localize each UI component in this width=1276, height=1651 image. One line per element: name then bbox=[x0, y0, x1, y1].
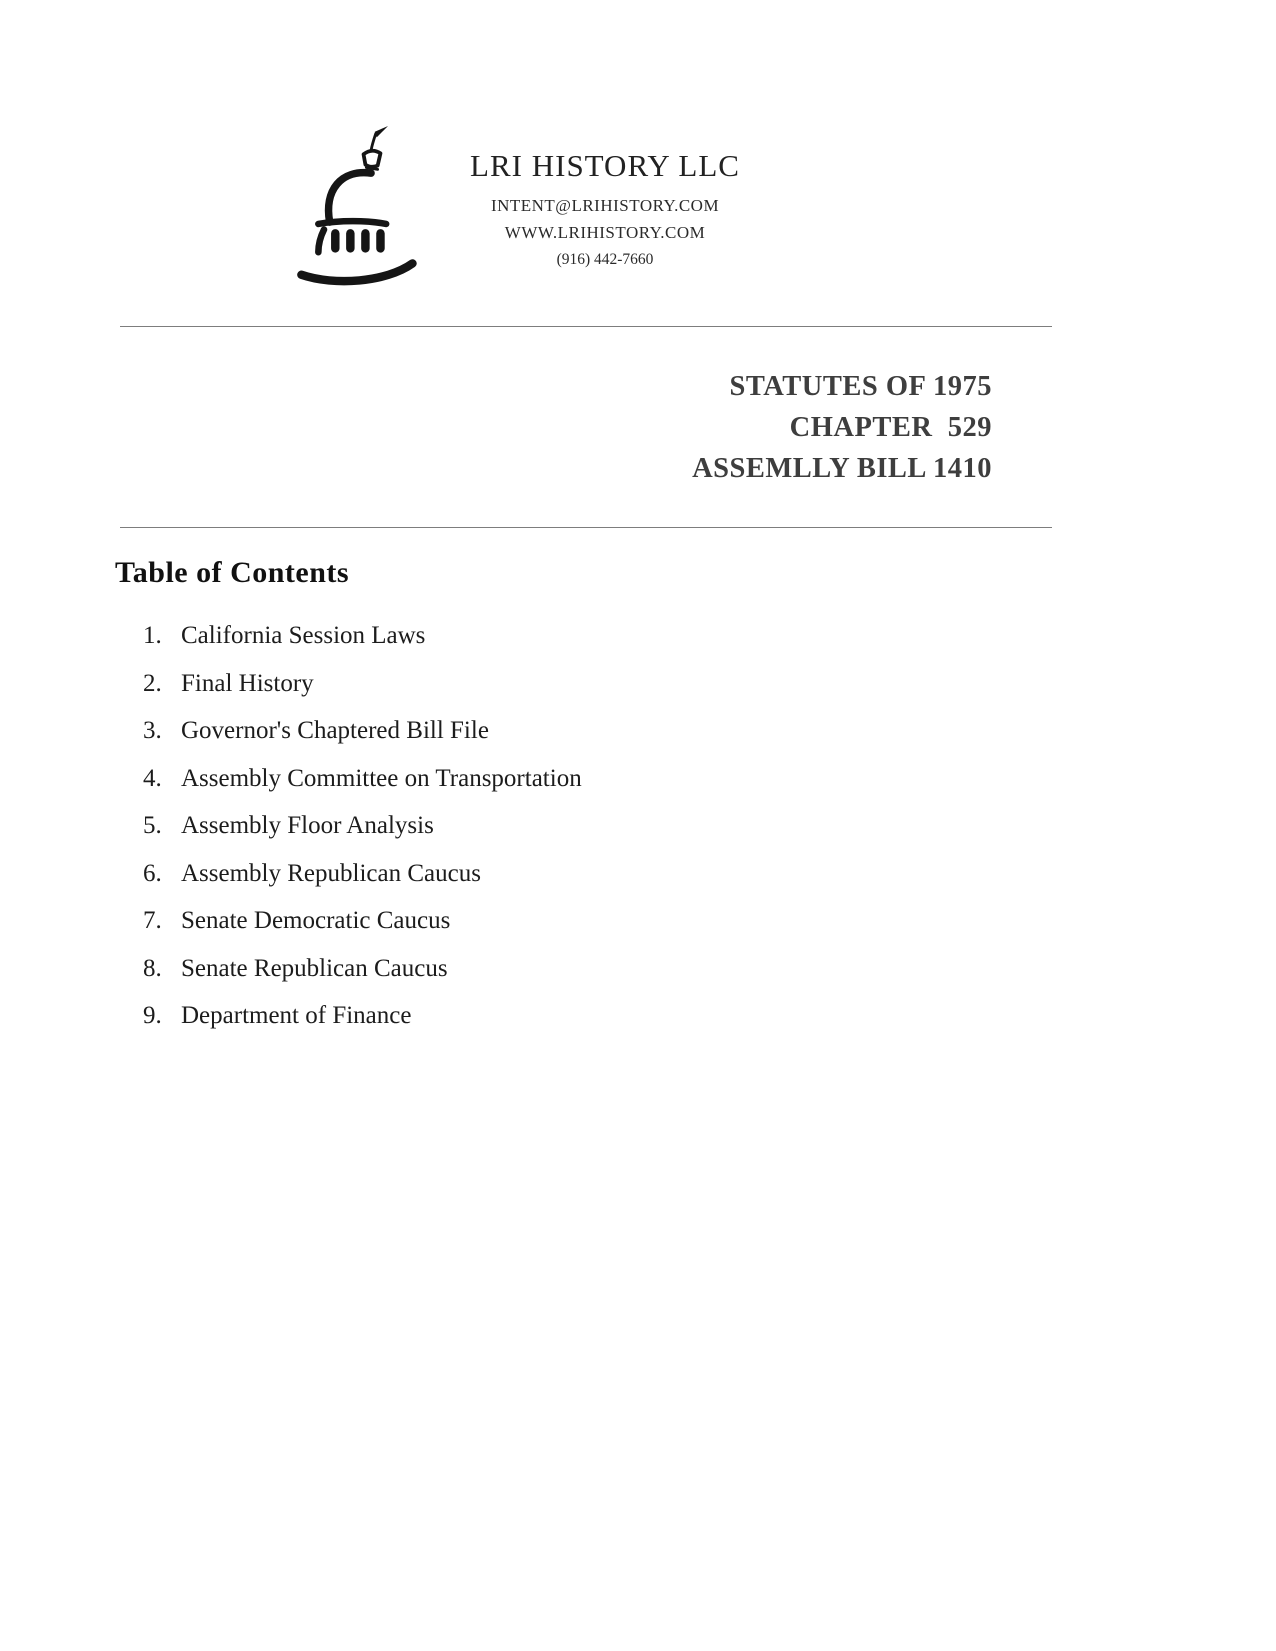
toc-item bbox=[143, 671, 943, 698]
toc-item bbox=[143, 766, 943, 793]
statutes-line: STATUTES OF 1975 bbox=[729, 371, 992, 402]
toc-item-label: Department of Finance bbox=[181, 1002, 412, 1029]
assembly-bill-line: ASSEMLLY BILL 1410 bbox=[692, 453, 992, 484]
toc-item bbox=[143, 1003, 943, 1030]
toc-item-number: 4. bbox=[143, 764, 162, 792]
chapter-line: CHAPTER 529 bbox=[789, 412, 992, 443]
toc-item bbox=[143, 956, 943, 983]
toc-item-label: Senate Democratic Caucus bbox=[181, 907, 451, 934]
toc-item-label: Senate Republican Caucus bbox=[181, 954, 448, 982]
toc-item-label: Assembly Committee on Transportation bbox=[181, 764, 582, 792]
toc-item-number: 2. bbox=[143, 669, 162, 697]
toc-item-number: 6. bbox=[143, 859, 162, 887]
toc-item-label: Final History bbox=[181, 669, 314, 697]
divider-bottom bbox=[120, 527, 1052, 528]
company-name: LRI HISTORY LLC bbox=[470, 148, 740, 183]
toc-item-number: 9. bbox=[143, 1002, 162, 1029]
company-phone: (916) 442-7660 bbox=[556, 251, 654, 268]
toc-item-label: Governor's Chaptered Bill File bbox=[181, 717, 489, 744]
toc-item-number: 7. bbox=[143, 907, 162, 934]
toc-item-number: 3. bbox=[143, 717, 162, 744]
toc-list bbox=[143, 623, 943, 1051]
toc-item-number: 1. bbox=[143, 622, 162, 649]
toc-item-number: 8. bbox=[143, 954, 162, 982]
toc-item-label: Assembly Republican Caucus bbox=[181, 859, 481, 887]
company-header bbox=[425, 148, 785, 269]
company-email: INTENT@LRIHISTORY.COM bbox=[490, 196, 720, 215]
toc-item bbox=[143, 861, 943, 888]
company-website: WWW.LRIHISTORY.COM bbox=[504, 223, 706, 242]
document-title-block bbox=[560, 366, 992, 489]
divider-top bbox=[120, 326, 1052, 327]
toc-item-label: California Session Laws bbox=[181, 622, 426, 649]
toc-item bbox=[143, 908, 943, 935]
toc-item bbox=[143, 718, 943, 745]
toc-item bbox=[143, 813, 943, 840]
toc-item bbox=[143, 623, 943, 650]
toc-item-number: 5. bbox=[143, 812, 162, 839]
toc-heading: Table of Contents bbox=[115, 556, 350, 589]
toc-item-label: Assembly Floor Analysis bbox=[181, 812, 434, 839]
